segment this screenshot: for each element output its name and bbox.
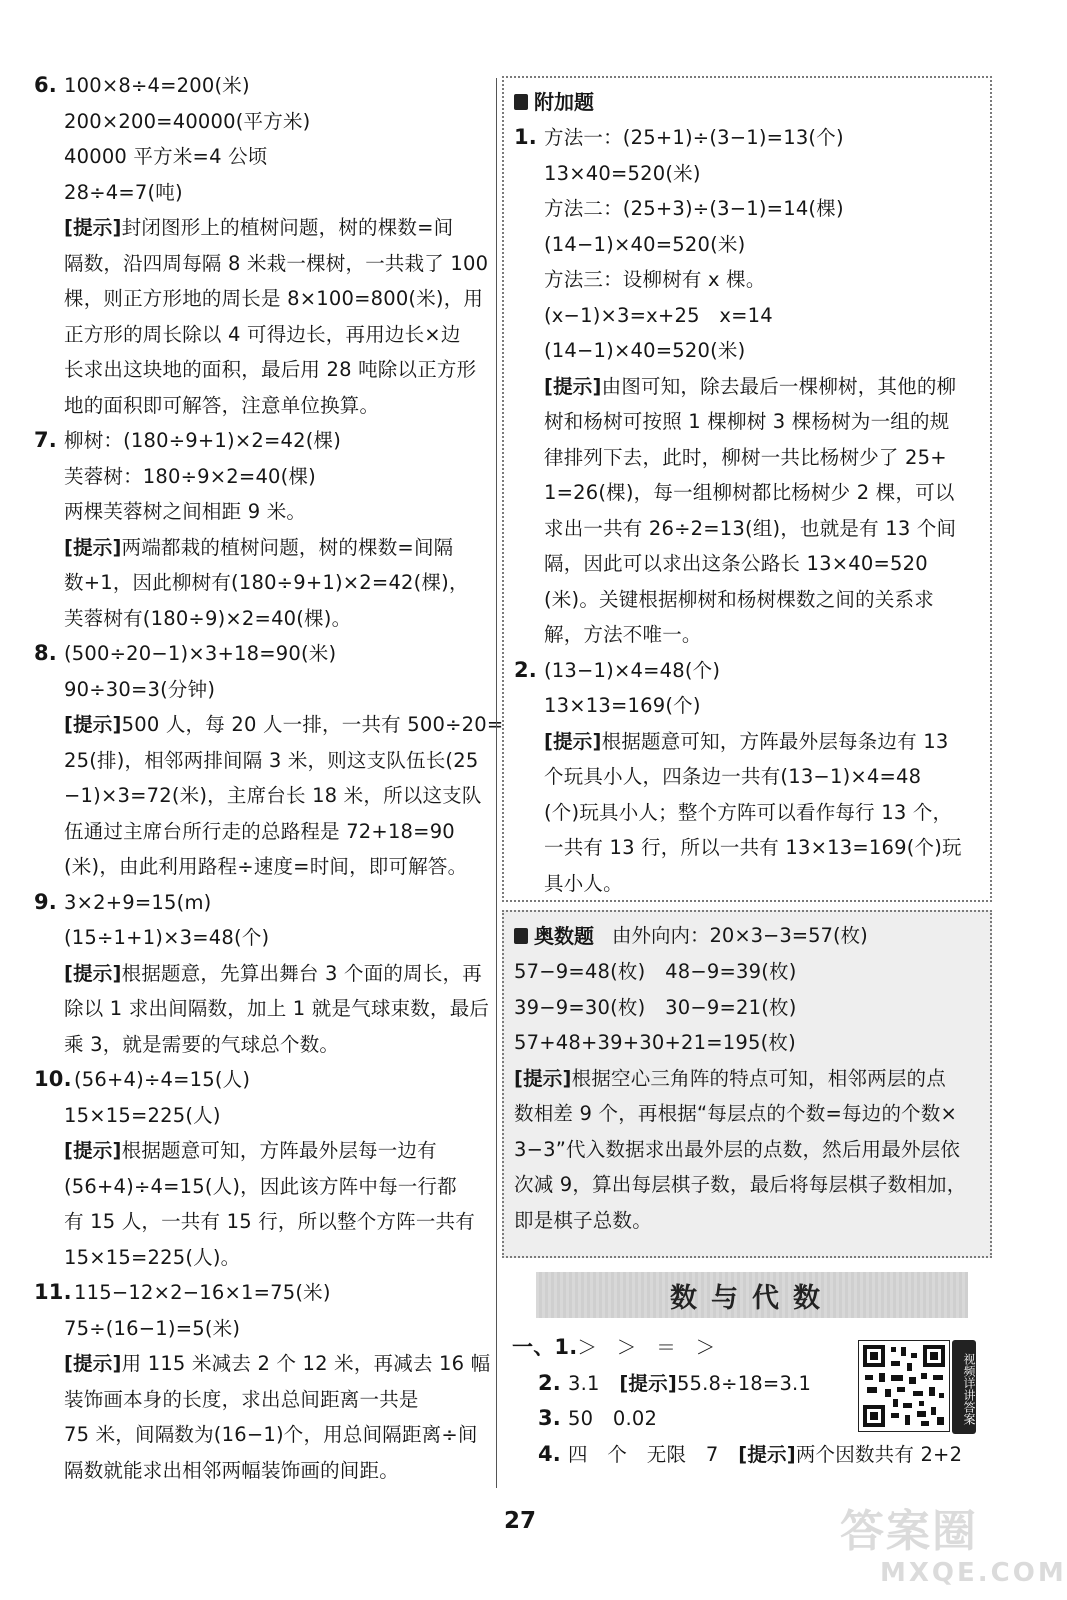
answer-line bbox=[514, 759, 980, 795]
answer-text: −1)×3=72(米)，主席台长 18 米，所以这支队 bbox=[64, 784, 482, 807]
answer-line bbox=[34, 636, 494, 672]
answer-text: 一共有 13 行，所以一共有 13×13=169(个)玩 bbox=[544, 836, 962, 859]
hint-label: [提示] bbox=[514, 1066, 572, 1090]
answer-line bbox=[34, 530, 494, 566]
left-column bbox=[34, 68, 504, 1488]
answer-text: 28÷4=7(吨) bbox=[64, 180, 183, 204]
answer-text: 芙蓉树有(180÷9)×2=40(棵)。 bbox=[64, 606, 352, 630]
answer-line bbox=[34, 920, 494, 956]
answer-line bbox=[34, 1062, 494, 1098]
answer-text: 隔数就能求出相邻两幅装饰画的间距。 bbox=[64, 1458, 399, 1482]
answer-text: 15×15=225(人) bbox=[64, 1103, 221, 1127]
question-number: 2. bbox=[514, 657, 537, 682]
section-banner bbox=[536, 1272, 968, 1318]
qr-code[interactable] bbox=[858, 1340, 950, 1432]
answer-text: 方法三：设柳树有 x 棵。 bbox=[544, 268, 766, 291]
answer-text: 由图可知，除去最后一棵柳树，其他的柳 bbox=[601, 374, 957, 398]
question-number: 11. bbox=[34, 1280, 72, 1304]
answer-text: (14−1)×40=520(米) bbox=[544, 339, 746, 362]
answer-line bbox=[514, 191, 980, 227]
question-number: 8. bbox=[34, 641, 57, 665]
answer-text: 芙蓉树：180÷9×2=40(棵) bbox=[64, 464, 316, 488]
answer-line bbox=[514, 227, 980, 263]
extra-questions-title bbox=[514, 84, 980, 120]
hint-label: [提示] bbox=[544, 374, 602, 398]
hint-label: [提示] bbox=[64, 1139, 122, 1162]
answer-text: 隔，因此可以求出这条公路长 13×40=520 bbox=[544, 552, 928, 575]
answer-line bbox=[514, 582, 980, 618]
answer-text: 封闭图形上的植树问题，树的棵数=间 bbox=[121, 216, 454, 239]
answer-line bbox=[514, 990, 980, 1026]
answer-line bbox=[34, 104, 494, 140]
answer-line bbox=[514, 617, 980, 653]
answer-line bbox=[34, 565, 494, 601]
answer-text: 除以 1 求出间隔数，加上 1 就是气球束数，最后 bbox=[64, 997, 490, 1020]
answer-text: 两棵芙蓉树之间相距 9 米。 bbox=[64, 500, 307, 523]
answer-line bbox=[34, 317, 494, 353]
question-number: 10. bbox=[34, 1067, 72, 1091]
answer-text: 个玩具小人，四条边一共有(13−1)×4=48 bbox=[544, 765, 922, 788]
answer-text: 地的面积即可解答，注意单位换算。 bbox=[64, 393, 380, 417]
hint-text: 两个因数共有 2+2 bbox=[795, 1442, 963, 1466]
answer-text: 树和杨树可按照 1 棵柳树 3 棵杨树为一组的规 bbox=[544, 410, 950, 433]
answer-line bbox=[514, 1025, 980, 1061]
watermark-logo bbox=[840, 1506, 1067, 1598]
extra-title-text: 附加题 bbox=[534, 90, 594, 114]
answer-text: (米)，由此利用路程÷速度=时间，即可解答。 bbox=[64, 855, 468, 878]
answer-text: 长求出这块地的面积，最后用 28 吨除以正方形 bbox=[64, 358, 477, 381]
answer-line bbox=[514, 1132, 980, 1168]
answer-line bbox=[514, 724, 980, 760]
watermark-bottom: MXQE.COM bbox=[880, 1558, 1067, 1588]
answer-text: 方法一：(25+1)÷(3−1)=13(个) bbox=[544, 126, 844, 149]
answer-line bbox=[34, 601, 494, 637]
answer-line bbox=[34, 672, 494, 708]
answer-text: 57−9=48(枚) 48−9=39(枚) bbox=[514, 960, 797, 983]
answer-line bbox=[514, 1061, 980, 1097]
answer-text: 具小人。 bbox=[544, 871, 623, 895]
answer-line bbox=[34, 707, 504, 743]
answer-text: 50 0.02 bbox=[568, 1407, 658, 1430]
answer-line bbox=[514, 1096, 980, 1132]
answer-line bbox=[514, 511, 980, 547]
answer-line bbox=[514, 1167, 980, 1203]
answer-line bbox=[34, 1311, 494, 1347]
answer-text: 数+1，因此柳树有(180÷9+1)×2=42(棵)， bbox=[64, 571, 469, 594]
question-number: 6. bbox=[34, 73, 57, 97]
extra-questions-box bbox=[502, 76, 992, 902]
answer-text: 解，方法不唯一。 bbox=[544, 623, 702, 646]
answer-line bbox=[34, 281, 494, 317]
hint-label: [提示] bbox=[544, 729, 602, 753]
answer-line bbox=[34, 778, 494, 814]
answer-text: 15×15=225(人)。 bbox=[64, 1245, 241, 1269]
qr-label: 视频详讲答案 bbox=[952, 1340, 976, 1434]
answer-line bbox=[514, 404, 980, 440]
answer-line bbox=[34, 175, 494, 211]
answer-line bbox=[34, 210, 494, 246]
answer-line bbox=[34, 814, 494, 850]
answer-text: 正方形的周长除以 4 可得边长，再用边长×边 bbox=[64, 322, 461, 346]
hint-label: [提示] bbox=[738, 1442, 796, 1466]
answer-text: 3−3”代入数据求出最外层的点数，然后用最外层依 bbox=[514, 1137, 961, 1161]
answer-line bbox=[514, 830, 980, 866]
answer-line bbox=[514, 546, 980, 582]
answer-line bbox=[514, 1203, 980, 1239]
question-number: 2. bbox=[538, 1370, 561, 1395]
answer-text: 乘 3，就是需要的气球总个数。 bbox=[64, 1032, 340, 1056]
hint-label: [提示] bbox=[64, 535, 122, 559]
answer-line bbox=[514, 475, 980, 511]
answer-text: 方法二：(25+3)÷(3−1)=14(棵) bbox=[544, 197, 844, 220]
answer-line bbox=[34, 352, 494, 388]
answer-line bbox=[514, 795, 980, 831]
answer-line bbox=[34, 1382, 494, 1418]
answer-text: 有 15 人，一共有 15 行，所以整个方阵一共有 bbox=[64, 1210, 475, 1233]
answer-text: 13×13=169(个) bbox=[544, 694, 701, 717]
answer-line bbox=[514, 120, 980, 156]
answer-line bbox=[34, 246, 494, 282]
answer-text: 装饰画本身的长度，求出总间距离一共是 bbox=[64, 1387, 419, 1411]
answer-text: ＞ ＞ ＝ ＞ bbox=[577, 1336, 716, 1359]
answer-text: 隔数，沿四周每隔 8 米栽一棵树，一共栽了 100 bbox=[64, 251, 489, 275]
answer-line bbox=[34, 1275, 494, 1311]
olympiad-title bbox=[514, 918, 980, 954]
answer-line bbox=[34, 1240, 494, 1276]
answer-text: 根据空心三角阵的特点可知，相邻两层的点 bbox=[571, 1066, 946, 1090]
answer-text: 3×2+9=15(m) bbox=[64, 890, 212, 914]
answer-line bbox=[34, 1169, 494, 1205]
hint-label: [提示] bbox=[64, 713, 122, 736]
answer-line bbox=[514, 653, 980, 689]
answer-text: 根据题意可知，方阵最外层每一边有 bbox=[121, 1139, 437, 1162]
answer-text: 棵，则正方形地的周长是 8×100=800(米)，用 bbox=[64, 287, 484, 310]
question-number: 1. bbox=[514, 125, 537, 149]
answer-line bbox=[514, 954, 980, 990]
hint-label: [提示] bbox=[64, 216, 122, 239]
answer-text: (15÷1+1)×3=48(个) bbox=[64, 926, 270, 949]
watermark-top: 答案圈 bbox=[840, 1506, 978, 1557]
answer-text: (56+4)÷4=15(人)，因此该方阵中每一行都 bbox=[64, 1174, 457, 1198]
answer-line bbox=[514, 262, 980, 298]
answer-text: 根据题意可知，方阵最外层每条边有 13 bbox=[601, 729, 949, 753]
answer-text: 39−9=30(枚) 30−9=21(枚) bbox=[514, 995, 797, 1019]
section-marker-icon bbox=[514, 94, 528, 110]
answer-text: 用 115 米减去 2 个 12 米，再减去 16 幅 bbox=[121, 1352, 491, 1375]
hint-label: [提示] bbox=[64, 1352, 122, 1375]
answer-line bbox=[34, 68, 494, 104]
question-number: 3. bbox=[538, 1406, 561, 1430]
answer-text: 90÷30=3(分钟) bbox=[64, 677, 216, 701]
answer-line bbox=[34, 423, 494, 459]
question-number: 4. bbox=[538, 1441, 561, 1466]
answer-line bbox=[34, 1204, 494, 1240]
answer-text: 次减 9，算出每层棋子数，最后将每层棋子数相加， bbox=[514, 1173, 967, 1196]
question-number: 一、1. bbox=[512, 1335, 578, 1359]
answer-line bbox=[34, 388, 494, 424]
extra-questions-body bbox=[514, 120, 980, 901]
answer-line bbox=[34, 1346, 494, 1382]
answer-text: 1=26(棵)，每一组柳树都比杨树少 2 棵，可以 bbox=[544, 481, 955, 504]
answer-text: 即是棋子总数。 bbox=[514, 1208, 652, 1232]
answer-text: 115−12×2−16×1=75(米) bbox=[74, 1281, 331, 1304]
answer-line bbox=[34, 139, 494, 175]
question-number: 7. bbox=[34, 428, 57, 452]
answer-line bbox=[34, 991, 494, 1027]
answer-text: (米)。关键根据柳树和杨树棵数之间的关系求 bbox=[544, 587, 934, 611]
answer-text: 200×200=40000(平方米) bbox=[64, 109, 311, 133]
answer-text: 500 人，每 20 人一排，一共有 500÷20= bbox=[121, 713, 504, 736]
answer-line bbox=[34, 1133, 494, 1169]
answer-line bbox=[34, 1453, 494, 1489]
answer-text: (14−1)×40=520(米) bbox=[544, 232, 746, 256]
section-marker-icon bbox=[514, 928, 528, 944]
answer-text: (56+4)÷4=15(人) bbox=[74, 1068, 251, 1091]
answer-text: 柳树：(180÷9+1)×2=42(棵) bbox=[64, 429, 342, 452]
hint-label: [提示] bbox=[64, 961, 122, 985]
answer-text: 75÷(16−1)=5(米) bbox=[64, 1316, 241, 1340]
page-number: 27 bbox=[504, 1508, 537, 1534]
answer-text: 伍通过主席台所行走的总路程是 72+18=90 bbox=[64, 819, 455, 843]
answer-line bbox=[34, 956, 494, 992]
answer-text: 数相差 9 个，再根据“每层点的个数=每边的个数× bbox=[514, 1102, 958, 1125]
hint-label: [提示] bbox=[619, 1371, 677, 1395]
answer-text: 四 个 无限 7 bbox=[568, 1442, 739, 1466]
question-number: 9. bbox=[34, 889, 57, 914]
answer-text: 57+48+39+30+21=195(枚) bbox=[514, 1031, 796, 1054]
answer-text: (个)玩具小人；整个方阵可以看作每行 13 个， bbox=[544, 800, 953, 824]
answer-line bbox=[34, 1027, 494, 1063]
answer-line bbox=[514, 298, 980, 334]
answer-line bbox=[514, 333, 980, 369]
olympiad-first-line: 由外向内：20×3−3=57(枚) bbox=[612, 924, 868, 947]
answer-text: 求出一共有 26÷2=13(组)，也就是有 13 个间 bbox=[544, 516, 957, 540]
answer-line bbox=[34, 494, 494, 530]
hint-text: 55.8÷18=3.1 bbox=[676, 1371, 812, 1395]
answer-text: 13×40=520(米) bbox=[544, 161, 701, 185]
olympiad-title-text: 奥数题 bbox=[534, 924, 594, 948]
answer-line bbox=[34, 1417, 494, 1453]
section-title: 数与代数 bbox=[670, 1282, 834, 1314]
answer-text: 40000 平方米=4 公顷 bbox=[64, 145, 268, 168]
answer-text: 75 米，间隔数为(16−1)个，用总间隔距离÷间 bbox=[64, 1423, 478, 1446]
algebra-answer-line bbox=[512, 1437, 982, 1473]
answer-text: (500÷20−1)×3+18=90(米) bbox=[64, 642, 337, 665]
answer-line bbox=[34, 459, 494, 495]
qr-code-icon bbox=[859, 1341, 949, 1431]
answer-text: 两端都栽的植树问题，树的棵数=间隔 bbox=[121, 535, 454, 559]
answer-text: (13−1)×4=48(个) bbox=[544, 658, 721, 682]
answer-text: 100×8÷4=200(米) bbox=[64, 74, 250, 97]
answer-line bbox=[34, 849, 494, 885]
answer-line bbox=[514, 688, 980, 724]
answer-line bbox=[34, 743, 494, 779]
answer-text: 25(排)，相邻两排间隔 3 米，则这支队伍长(25 bbox=[64, 748, 479, 772]
answer-line bbox=[514, 866, 980, 902]
answer-text: (x−1)×3=x+25 x=14 bbox=[544, 303, 773, 327]
answer-text: 律排列下去，此时，柳树一共比杨树少了 25+ bbox=[544, 445, 947, 469]
olympiad-body bbox=[514, 954, 980, 1238]
answer-line bbox=[514, 369, 980, 405]
olympiad-box bbox=[502, 910, 992, 1258]
column-divider bbox=[496, 78, 497, 1488]
answer-line bbox=[514, 156, 980, 192]
answer-text: 根据题意，先算出舞台 3 个面的周长，再 bbox=[121, 961, 482, 985]
answer-text: 3.1 bbox=[568, 1371, 620, 1395]
answer-line bbox=[34, 1098, 494, 1134]
answer-line bbox=[514, 440, 980, 476]
answer-line bbox=[34, 885, 494, 921]
